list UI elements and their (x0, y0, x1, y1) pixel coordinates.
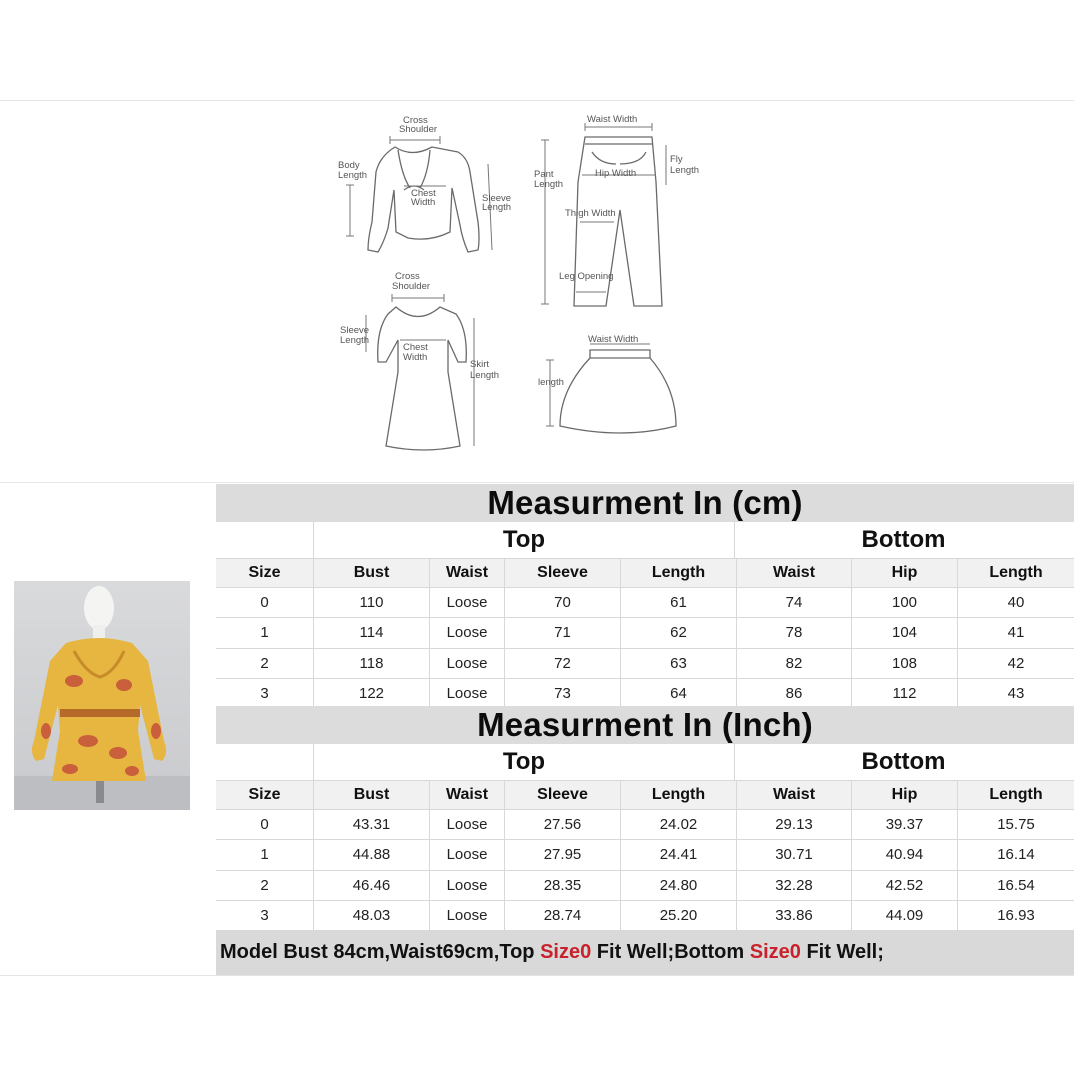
inch-group-empty (216, 744, 314, 780)
cm-header-bottom-waist: Waist (737, 559, 852, 587)
cm-header-waist: Waist (430, 559, 505, 587)
table-cell: 28.35 (505, 871, 621, 900)
table-cell: 61 (621, 588, 737, 617)
table-cell: 42 (1007, 654, 1025, 672)
cm-header-bottom-length: Length (989, 564, 1043, 581)
dress-cross-shoulder-label-1: Cross (395, 271, 420, 282)
table-cell: 0 (216, 810, 314, 839)
pants-pant-length-label-2: Length (534, 179, 564, 190)
inch-header-hip: Hip (852, 781, 958, 809)
dress-chest-width-label-2: Width (403, 352, 428, 363)
table-cell: 100 (852, 588, 958, 617)
table-row (216, 840, 1074, 870)
table-cell: 33.86 (737, 901, 852, 930)
table-cell: 48.03 (314, 901, 430, 930)
cm-group-bottom: Bottom (861, 526, 946, 553)
table-cell: 104 (852, 618, 958, 647)
cm-table-title: Measurment In (cm) (216, 484, 1074, 522)
inch-header-bottom-length: Length (989, 786, 1043, 803)
table-cell: 46.46 (314, 871, 430, 900)
dress-skirt-length-label-1: Skirt (470, 359, 489, 370)
skirt-length-label: length (538, 377, 564, 388)
table-cell: 112 (852, 679, 958, 708)
dress-sleeve-length-label-2: Length (340, 335, 370, 346)
table-cell: 1 (216, 840, 314, 869)
dress-cross-shoulder-measure (392, 294, 444, 302)
table-cell: 24.41 (621, 840, 737, 869)
table-row (216, 901, 1074, 931)
table-row (216, 871, 1074, 901)
pants-hip-width-label: Hip Width (595, 168, 637, 179)
table-cell: 16.54 (997, 876, 1035, 894)
table-cell: 64 (621, 679, 737, 708)
top-sleeve-length-label-1: Sleeve (482, 193, 512, 204)
table-cell: 41 (1007, 624, 1025, 642)
pants-leg-opening-label: Leg Opening (559, 271, 614, 282)
table-cell: 71 (505, 618, 621, 647)
cm-header-size: Size (216, 559, 314, 587)
table-cell: 1 (216, 618, 314, 647)
note-text-2: Fit Well;Bottom (591, 941, 750, 963)
table-cell: 28.74 (505, 901, 621, 930)
cm-size-table (216, 484, 1074, 710)
top-body-length-measure (346, 185, 354, 236)
inch-header-length: Length (621, 781, 737, 809)
table-cell: 74 (737, 588, 852, 617)
table-cell: Loose (430, 679, 505, 708)
product-photo (14, 581, 190, 810)
table-cell: 110 (314, 588, 430, 617)
dress-skirt-length-label-2: Length (470, 370, 500, 381)
inch-header-bottom-waist: Waist (737, 781, 852, 809)
table-cell: 108 (852, 649, 958, 678)
pants-pant-length-measure (541, 140, 549, 304)
cm-header-sleeve: Sleeve (505, 559, 621, 587)
table-row (216, 649, 1074, 679)
pants-fly-length-label-2: Length (670, 165, 700, 176)
inch-header-waist: Waist (430, 781, 505, 809)
model-fit-note (216, 930, 1074, 975)
table-cell: 3 (216, 901, 314, 930)
inch-size-table (216, 706, 1074, 932)
table-cell: 114 (314, 618, 430, 647)
table-cell: 24.02 (621, 810, 737, 839)
table-cell: 2 (216, 871, 314, 900)
table-cell: 72 (505, 649, 621, 678)
top-body-length-label-2: Length (338, 170, 368, 181)
note-size-top: Size0 (540, 941, 592, 963)
table-cell: 86 (737, 679, 852, 708)
cm-group-row (216, 522, 1074, 559)
table-cell: 43.31 (314, 810, 430, 839)
dress-chest-width-label-1: Chest (403, 342, 428, 353)
skirt-sketch (560, 350, 676, 433)
table-cell: 15.75 (997, 816, 1035, 833)
table-cell: 24.80 (621, 871, 737, 900)
table-cell: Loose (430, 588, 505, 617)
table-cell: 73 (505, 679, 621, 708)
pants-waist-width-label: Waist Width (587, 114, 638, 125)
note-size-bottom: Size0 (749, 941, 801, 963)
inch-header-size: Size (216, 781, 314, 809)
cm-header-bust: Bust (314, 559, 430, 587)
inch-table-title: Measurment In (Inch) (216, 706, 1074, 744)
cm-header-length: Length (621, 559, 737, 587)
table-cell: 2 (216, 649, 314, 678)
table-cell: 32.28 (737, 871, 852, 900)
table-cell: 70 (505, 588, 621, 617)
top-sleeve-length-label-2: Length (482, 202, 512, 213)
note-text-1: Model Bust 84cm,Waist69cm,Top (220, 941, 541, 963)
table-cell: 63 (621, 649, 737, 678)
top-cross-shoulder-measure (390, 136, 440, 144)
table-cell: 16.14 (997, 846, 1035, 864)
table-cell: 39.37 (852, 810, 958, 839)
table-cell: Loose (430, 810, 505, 839)
table-cell: 42.52 (852, 871, 958, 900)
table-cell: 118 (314, 649, 430, 678)
table-cell: 78 (737, 618, 852, 647)
top-cross-shoulder-label-2: Shoulder (399, 124, 438, 135)
note-text-3: Fit Well; (800, 941, 884, 963)
inch-group-top: Top (314, 744, 735, 780)
inch-header-bust: Bust (314, 781, 430, 809)
top-chest-width-label-1: Chest (411, 188, 436, 199)
table-cell: 27.56 (505, 810, 621, 839)
table-cell: 0 (216, 588, 314, 617)
inch-header-sleeve: Sleeve (505, 781, 621, 809)
cm-group-top: Top (314, 522, 735, 558)
table-cell: 44.09 (852, 901, 958, 930)
table-cell: Loose (430, 901, 505, 930)
table-row (216, 810, 1074, 840)
cm-header-hip: Hip (852, 559, 958, 587)
top-cross-shoulder-label-1: Cross (403, 115, 428, 126)
table-cell: 82 (737, 649, 852, 678)
pants-pant-length-label-1: Pant (534, 169, 554, 180)
table-cell: 3 (216, 679, 314, 708)
skirt-waist-width-label: Waist Width (588, 334, 639, 345)
table-cell: 25.20 (621, 901, 737, 930)
pants-thigh-width-label: Thigh Width (565, 208, 616, 219)
table-cell: 62 (621, 618, 737, 647)
inch-group-row (216, 744, 1074, 781)
inch-header-row (216, 781, 1074, 810)
inch-group-bottom: Bottom (861, 748, 946, 775)
dress-sleeve-length-label-1: Sleeve (340, 325, 370, 336)
cm-header-row (216, 559, 1074, 588)
section-divider (0, 482, 1074, 483)
cm-group-empty (216, 522, 314, 558)
table-cell: 16.93 (997, 907, 1035, 925)
dress-cross-shoulder-label-2: Shoulder (392, 281, 431, 292)
table-cell: 40 (1007, 594, 1025, 611)
pants-fly-length-label-1: Fly (670, 154, 683, 165)
dress-sketch (378, 307, 467, 450)
skirt-length-measure (546, 360, 554, 426)
table-cell: 43 (1007, 685, 1025, 703)
top-chest-width-label-2: Width (411, 197, 436, 208)
table-cell: Loose (430, 649, 505, 678)
table-cell: Loose (430, 840, 505, 869)
table-cell: 30.71 (737, 840, 852, 869)
table-row (216, 588, 1074, 618)
top-body-length-label-1: Body (338, 160, 360, 171)
table-cell: 40.94 (852, 840, 958, 869)
table-cell: Loose (430, 618, 505, 647)
table-row (216, 618, 1074, 648)
table-cell: Loose (430, 871, 505, 900)
measurement-diagram (330, 112, 720, 452)
table-cell: 44.88 (314, 840, 430, 869)
table-cell: 122 (314, 679, 430, 708)
table-cell: 29.13 (737, 810, 852, 839)
table-row (216, 679, 1074, 709)
table-cell: 27.95 (505, 840, 621, 869)
